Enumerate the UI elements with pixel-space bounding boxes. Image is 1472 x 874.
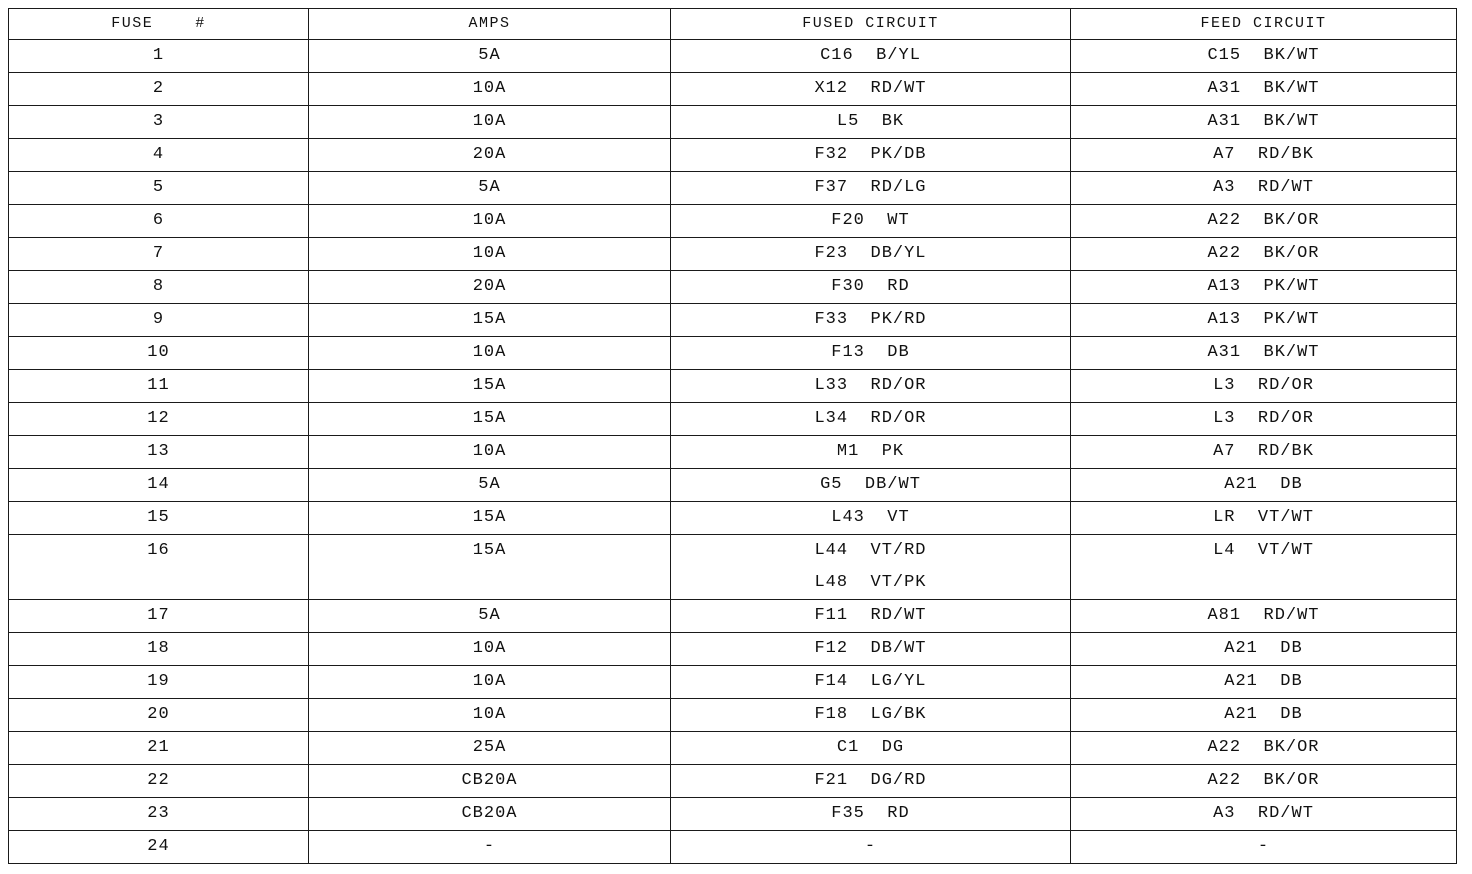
fused-circuit-cell (671, 831, 1071, 864)
table-row (9, 666, 1457, 699)
fuse-number-cell: 16 (9, 535, 309, 600)
amps-cell: 15A (309, 502, 671, 535)
amps-cell: 10A (309, 73, 671, 106)
amps-cell: 10A (309, 238, 671, 271)
feed-circuit-cell: - (1071, 831, 1457, 864)
header-amps: AMPS (309, 9, 671, 40)
amps-cell: 10A (309, 436, 671, 469)
feed-circuit-cell: L3 RD/OR (1071, 403, 1457, 436)
fused-circuit-cell (671, 666, 1071, 699)
table-row (9, 765, 1457, 798)
fuse-number-cell: 15 (9, 502, 309, 535)
feed-circuit-cell: A31 BK/WT (1071, 73, 1457, 106)
table-row (9, 469, 1457, 502)
amps-cell: 10A (309, 633, 671, 666)
fuse-number-cell: 23 (9, 798, 309, 831)
fused-circuit-label: M1 PK (836, 442, 905, 461)
feed-circuit-cell: A3 RD/WT (1071, 798, 1457, 831)
fused-circuit-label: F11 RD/WT (814, 606, 927, 625)
amps-cell: 10A (309, 337, 671, 370)
table-row (9, 172, 1457, 205)
amps-cell: 20A (309, 139, 671, 172)
fuse-table-body (9, 40, 1457, 864)
header-fused-circuit: FUSED CIRCUIT (671, 9, 1071, 40)
amps-cell: 10A (309, 205, 671, 238)
table-row (9, 205, 1457, 238)
table-row (9, 304, 1457, 337)
table-row (9, 238, 1457, 271)
feed-circuit-cell: A31 BK/WT (1071, 337, 1457, 370)
amps-cell: CB20A (309, 798, 671, 831)
table-row (9, 633, 1457, 666)
feed-circuit-cell: A13 PK/WT (1071, 271, 1457, 304)
table-row (9, 370, 1457, 403)
feed-circuit-cell: A21 DB (1071, 633, 1457, 666)
fused-circuit-cell (671, 172, 1071, 205)
amps-cell: - (309, 831, 671, 864)
fuse-number-cell: 9 (9, 304, 309, 337)
fused-circuit-label: L34 RD/OR (814, 409, 927, 428)
fused-circuit-cell (671, 633, 1071, 666)
fuse-number-cell: 10 (9, 337, 309, 370)
fused-circuit-label: L33 RD/OR (814, 376, 927, 395)
feed-circuit-cell: A22 BK/OR (1071, 205, 1457, 238)
fused-circuit-label: X12 RD/WT (814, 79, 927, 98)
amps-cell: 5A (309, 600, 671, 633)
feed-circuit-cell: A22 BK/OR (1071, 765, 1457, 798)
fused-circuit-label: F20 WT (831, 211, 910, 230)
fused-circuit-cell (671, 271, 1071, 304)
table-row (9, 337, 1457, 370)
amps-cell: 10A (309, 106, 671, 139)
fused-circuit-label: - (864, 837, 877, 856)
fused-circuit-label: F33 PK/RD (814, 310, 927, 329)
fuse-number-cell: 1 (9, 40, 309, 73)
table-row (9, 40, 1457, 73)
fused-circuit-label: F23 DB/YL (814, 244, 927, 263)
fused-circuit-cell (671, 73, 1071, 106)
amps-cell: 15A (309, 403, 671, 436)
fused-circuit-cell (671, 403, 1071, 436)
feed-circuit-cell: A13 PK/WT (1071, 304, 1457, 337)
fuse-number-cell: 5 (9, 172, 309, 205)
feed-circuit-cell: A3 RD/WT (1071, 172, 1457, 205)
fused-circuit-cell (671, 238, 1071, 271)
header-fuse: FUSE # (9, 9, 309, 40)
feed-circuit-cell: A21 DB (1071, 666, 1457, 699)
feed-circuit-cell: A31 BK/WT (1071, 106, 1457, 139)
fuse-number-cell: 6 (9, 205, 309, 238)
feed-circuit-cell: L3 RD/OR (1071, 370, 1457, 403)
fused-circuit-label: L5 BK (836, 112, 905, 131)
feed-circuit-cell: C15 BK/WT (1071, 40, 1457, 73)
fuse-number-cell: 12 (9, 403, 309, 436)
fused-circuit-cell (671, 106, 1071, 139)
fuse-number-cell: 3 (9, 106, 309, 139)
fused-circuit-label: L43 VT (831, 508, 910, 527)
amps-cell: 5A (309, 40, 671, 73)
fused-circuit-cell (671, 765, 1071, 798)
fused-circuit-label: F18 LG/BK (814, 705, 927, 724)
table-row (9, 73, 1457, 106)
fused-circuit-label: F14 LG/YL (814, 672, 927, 691)
table-row (9, 600, 1457, 633)
amps-cell: 5A (309, 469, 671, 502)
feed-circuit-cell: A81 RD/WT (1071, 600, 1457, 633)
amps-cell: 25A (309, 732, 671, 765)
fused-circuit-label: F13 DB (831, 343, 910, 362)
feed-circuit-cell: LR VT/WT (1071, 502, 1457, 535)
fuse-number-cell: 4 (9, 139, 309, 172)
table-row (9, 798, 1457, 831)
fused-circuit-label: F37 RD/LG (814, 178, 927, 197)
fused-circuit-label: C16 B/YL (820, 46, 921, 65)
fused-circuit-cell (671, 535, 1071, 600)
fused-circuit-cell (671, 732, 1071, 765)
feed-circuit-cell: L4 VT/WT (1071, 535, 1457, 600)
fuse-number-cell: 11 (9, 370, 309, 403)
amps-cell: 15A (309, 304, 671, 337)
header-row (9, 9, 1457, 40)
fused-circuit-cell (671, 502, 1071, 535)
fuse-number-cell: 21 (9, 732, 309, 765)
fused-circuit-cell (671, 798, 1071, 831)
feed-circuit-cell: A22 BK/OR (1071, 238, 1457, 271)
fuse-number-cell: 19 (9, 666, 309, 699)
feed-circuit-cell: A7 RD/BK (1071, 436, 1457, 469)
amps-cell: 20A (309, 271, 671, 304)
table-row (9, 831, 1457, 864)
fused-circuit-cell (671, 337, 1071, 370)
fused-circuit-cell (671, 205, 1071, 238)
feed-circuit-cell: A22 BK/OR (1071, 732, 1457, 765)
table-row (9, 535, 1457, 600)
table-row (9, 502, 1457, 535)
fuse-number-cell: 18 (9, 633, 309, 666)
fused-circuit-label: L48 VT/PK (814, 573, 927, 592)
fused-circuit-label: L44 VT/RD (814, 541, 927, 560)
fused-circuit-cell (671, 139, 1071, 172)
fuse-table-container (8, 8, 1456, 864)
fuse-number-cell: 2 (9, 73, 309, 106)
amps-cell: 10A (309, 699, 671, 732)
fused-circuit-cell (671, 699, 1071, 732)
table-row (9, 271, 1457, 304)
fuse-number-cell: 20 (9, 699, 309, 732)
amps-cell: 15A (309, 535, 671, 600)
fused-circuit-cell (671, 370, 1071, 403)
fuse-number-cell: 22 (9, 765, 309, 798)
feed-circuit-cell: A7 RD/BK (1071, 139, 1457, 172)
fused-circuit-label: F35 RD (831, 804, 910, 823)
header-feed-circuit: FEED CIRCUIT (1071, 9, 1457, 40)
fused-circuit-label: F32 PK/DB (814, 145, 927, 164)
fused-circuit-label: F12 DB/WT (814, 639, 927, 658)
fused-circuit-label: F30 RD (831, 277, 910, 296)
feed-circuit-cell: A21 DB (1071, 699, 1457, 732)
fused-circuit-label: C1 DG (836, 738, 905, 757)
amps-cell: 15A (309, 370, 671, 403)
table-row (9, 106, 1457, 139)
fuse-number-cell: 13 (9, 436, 309, 469)
table-row (9, 436, 1457, 469)
table-row (9, 699, 1457, 732)
fuse-number-cell: 7 (9, 238, 309, 271)
fuse-table (8, 8, 1457, 864)
fuse-number-cell: 14 (9, 469, 309, 502)
feed-circuit-cell: A21 DB (1071, 469, 1457, 502)
fuse-number-cell: 24 (9, 831, 309, 864)
fuse-number-cell: 8 (9, 271, 309, 304)
fused-circuit-cell (671, 436, 1071, 469)
amps-cell: 10A (309, 666, 671, 699)
table-row (9, 403, 1457, 436)
fused-circuit-label: F21 DG/RD (814, 771, 927, 790)
fused-circuit-cell (671, 304, 1071, 337)
fused-circuit-cell (671, 469, 1071, 502)
amps-cell: 5A (309, 172, 671, 205)
fuse-number-cell: 17 (9, 600, 309, 633)
fused-circuit-cell (671, 600, 1071, 633)
fused-circuit-cell (671, 40, 1071, 73)
table-row (9, 732, 1457, 765)
amps-cell: CB20A (309, 765, 671, 798)
fused-circuit-label: G5 DB/WT (820, 475, 921, 494)
table-row (9, 139, 1457, 172)
